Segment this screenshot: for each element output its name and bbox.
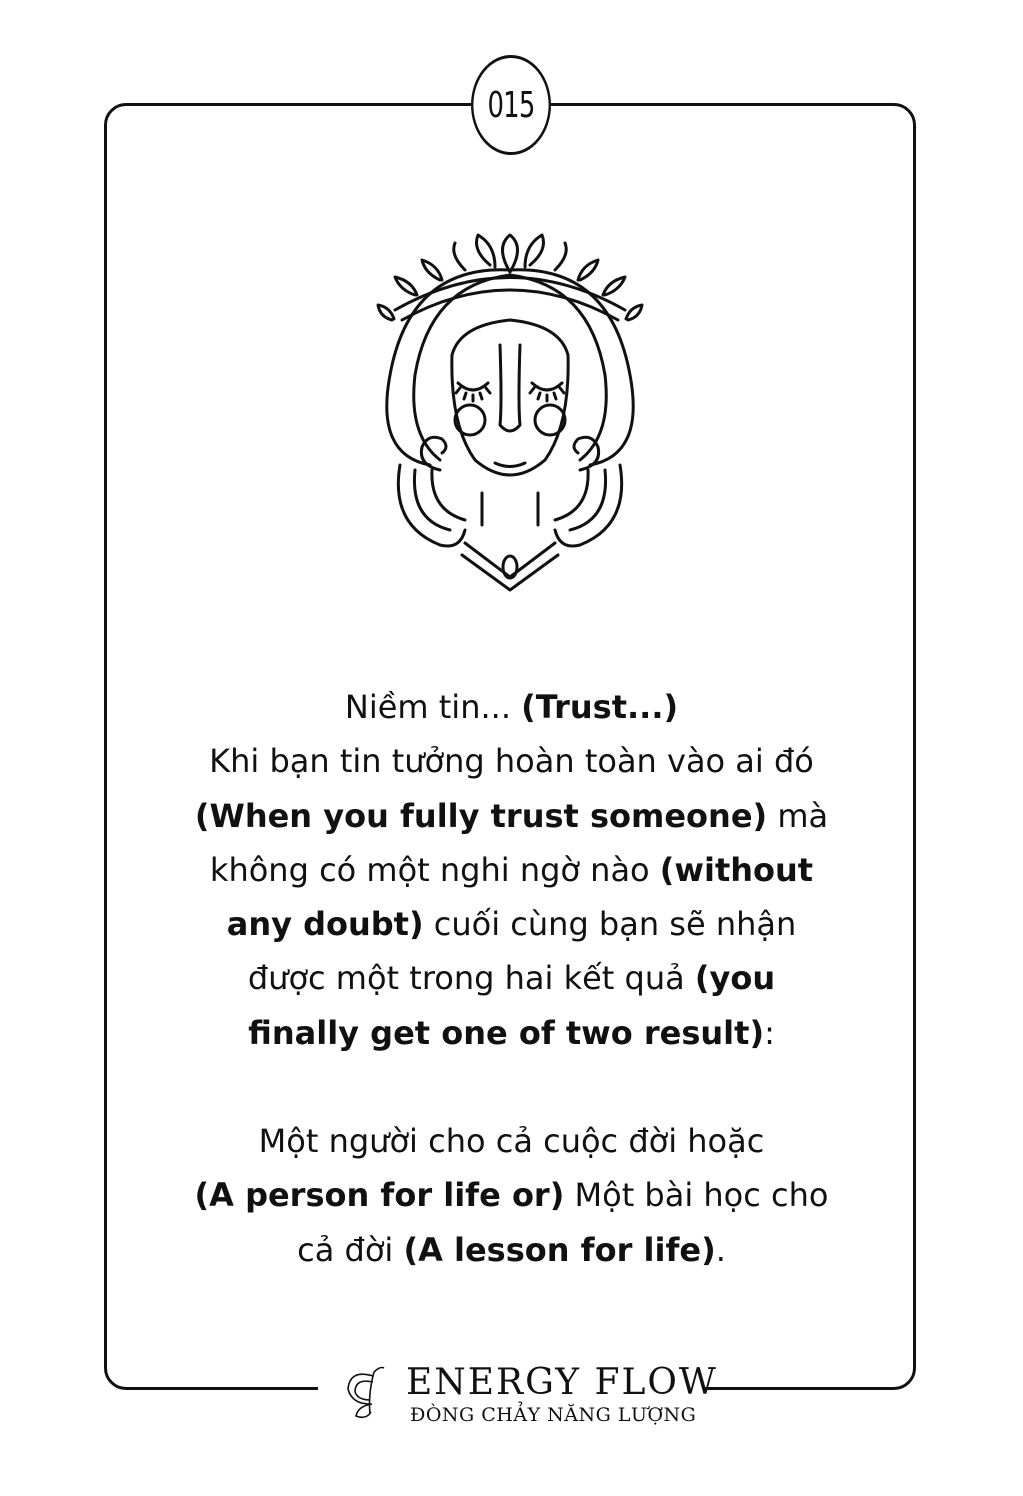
message-line xyxy=(160,680,863,734)
vietnamese-text: cuối cùng bạn sẽ nhận xyxy=(423,905,797,944)
vietnamese-text: không có một nghi ngờ nào xyxy=(209,850,660,889)
vietnamese-text: Một người cho cả cuộc đời hoặc xyxy=(258,1122,765,1161)
message-line xyxy=(160,789,863,843)
english-translation: (When you fully trust someone) xyxy=(194,796,768,835)
vietnamese-text: . xyxy=(715,1230,726,1269)
message-line xyxy=(160,1223,863,1277)
vietnamese-text: mà xyxy=(767,796,829,835)
english-translation: finally get one of two result) xyxy=(248,1013,765,1052)
vietnamese-text: Niềm tin... xyxy=(344,688,522,726)
message-gap xyxy=(160,1060,863,1114)
english-translation: (A lesson for life) xyxy=(403,1230,716,1269)
english-translation: (you xyxy=(694,959,776,998)
vietnamese-text: : xyxy=(764,1013,775,1052)
message-line xyxy=(160,843,863,897)
message-line xyxy=(160,951,863,1005)
message-line xyxy=(160,1006,863,1060)
vietnamese-text: Một bài học cho xyxy=(564,1176,829,1215)
english-translation: (Trust...) xyxy=(521,688,679,726)
message-line xyxy=(160,734,863,788)
card-number-badge xyxy=(471,55,551,155)
vietnamese-text: cả đời xyxy=(297,1230,404,1269)
english-translation: any doubt) xyxy=(226,905,424,944)
vietnamese-text: Khi bạn tin tưởng hoàn toàn vào ai đó xyxy=(209,742,814,781)
card-number: 015 xyxy=(487,84,535,126)
vietnamese-text: được một trong hai kết quả xyxy=(247,959,695,998)
english-translation: (A person for life or) xyxy=(194,1176,565,1215)
goddess-face-illustration xyxy=(370,225,650,595)
message-line xyxy=(160,1168,863,1222)
brand-logo xyxy=(340,1358,718,1438)
message-line xyxy=(160,1114,863,1168)
english-translation: (without xyxy=(659,850,814,889)
message-line xyxy=(160,897,863,951)
card-message xyxy=(160,680,863,1277)
brand-tagline: ĐÒNG CHẢY NĂNG LƯỢNG xyxy=(410,1404,697,1426)
brand-name: ENERGY FLOW xyxy=(406,1362,718,1403)
butterfly-icon xyxy=(340,1364,400,1424)
